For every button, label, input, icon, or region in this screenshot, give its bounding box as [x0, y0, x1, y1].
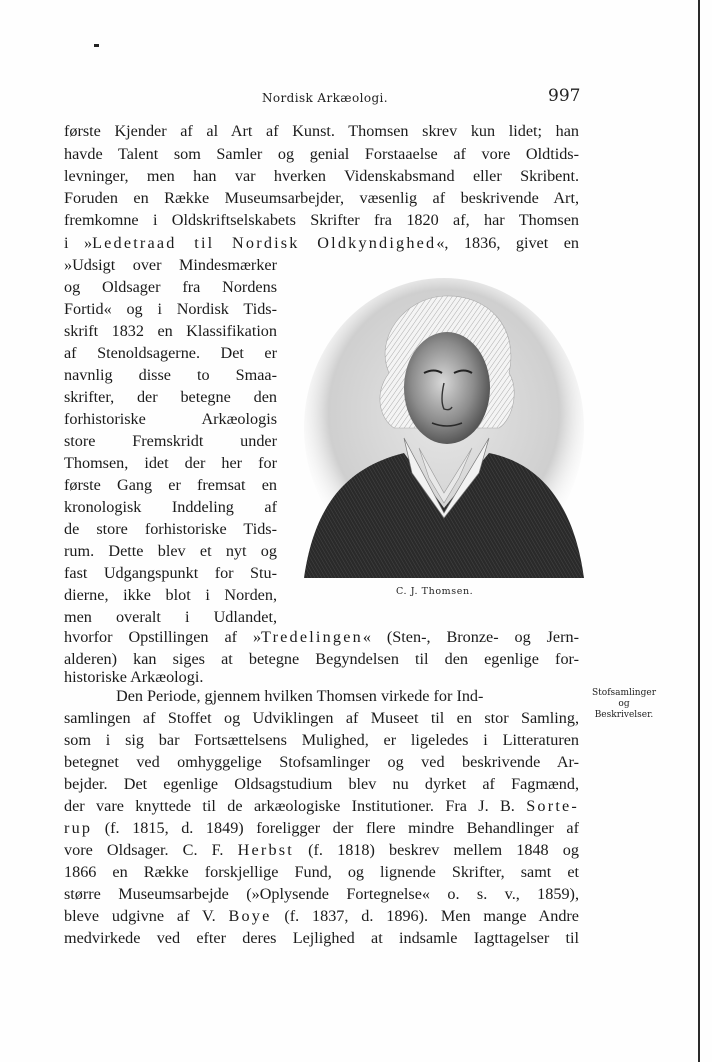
- text-line: »Udsigt over Mindesmærker: [64, 256, 277, 274]
- text-line: som i sig bar Fortsættelsens Mulighed, er ligeledes i Litteraturen: [64, 731, 579, 749]
- text-line: bejder. Det egenlige Oldsagstudium blev nu dyrket af Fagmænd,: [64, 775, 579, 793]
- text-line: kronologisk Inddeling af: [64, 498, 277, 516]
- spaced-name: Herbst: [237, 841, 294, 859]
- page-number: 997: [548, 86, 581, 106]
- page-edge-line: [698, 0, 700, 1062]
- portrait-engraving: [294, 278, 588, 582]
- text-line: Fortid« og i Nordisk Tids-: [64, 300, 277, 318]
- text-line: alderen) kan siges at betegne Begyndelsen til den egenlige for-: [64, 650, 579, 668]
- text-line: 1866 en Række forskjellige Fund, og lignende Skrifter, samt et: [64, 863, 579, 881]
- text-line: bleve udgivne af V. Boye (f. 1837, d. 1896). Men mange Andre: [64, 907, 579, 925]
- text-line: levninger, men han var hverken Videnskabsmand eller Skribent.: [64, 167, 579, 185]
- text-line: Den Periode, gjennem hvilken Thomsen virkede for Ind-: [116, 687, 484, 705]
- text-line: men overalt i Udlandet,: [64, 608, 277, 626]
- text-line: dierne, ikke blot i Norden,: [64, 586, 277, 604]
- text-line: Thomsen, idet der her for: [64, 454, 277, 472]
- text-line: fremkomne i Oldskriftselskabets Skrifter fra 1820 af, har Thomsen: [64, 211, 579, 229]
- text-line: første Gang er fremsat en: [64, 476, 277, 494]
- text-line: vore Oldsager. C. F. Herbst (f. 1818) beskrev mellem 1848 og: [64, 841, 579, 859]
- running-title: Nordisk Arkæologi.: [262, 91, 388, 105]
- portrait-face: [404, 332, 490, 444]
- text-line: forhistoriske Arkæologis: [64, 410, 277, 428]
- text-line: skrift 1832 en Klassifikation: [64, 322, 277, 340]
- text-line: og Oldsager fra Nordens: [64, 278, 277, 296]
- margin-note: Stofsamlinger og Beskrivelser.: [592, 688, 656, 720]
- text-line: første Kjender af al Art af Kunst. Thomsen skrev kun lidet; han: [64, 122, 579, 140]
- text-line: havde Talent som Samler og genial Forstaaelse af vore Oldtids-: [64, 145, 579, 163]
- text-line: hvorfor Opstillingen af »Tredelingen« (Sten-, Bronze- og Jern-: [64, 628, 579, 646]
- text-line: historiske Arkæologi.: [64, 668, 204, 686]
- text-line: Foruden en Række Museumsarbejder, væsenlig af beskrivende Art,: [64, 189, 579, 207]
- spaced-name: Sorte-: [526, 797, 579, 815]
- spaced-name: Boye: [228, 907, 272, 925]
- text-line: i »Ledetraad til Nordisk Oldkyndighed«, 1836, givet en: [64, 234, 579, 252]
- text-line: de store forhistoriske Tids-: [64, 520, 277, 538]
- text-line: rup (f. 1815, d. 1849) foreligger der flere mindre Behandlinger af: [64, 819, 579, 837]
- text-line: fast Udgangspunkt for Stu-: [64, 564, 277, 582]
- text-line: betegnet ved omhyggelige Stofsamlinger og ved beskrivende Ar-: [64, 753, 579, 771]
- text-line: der vare knyttede til de arkæologiske Institutioner. Fra J. B. Sorte-: [64, 797, 579, 815]
- spaced-name: rup: [64, 819, 93, 837]
- text-line: samlingen af Stoffet og Udviklingen af Museet til en stor Samling,: [64, 709, 579, 727]
- text-line: store Fremskridt under: [64, 432, 277, 450]
- figure-caption: C. J. Thomsen.: [396, 586, 474, 597]
- text-line: skrifter, der betegne den: [64, 388, 277, 406]
- spaced-title: Ledetraad til Nordisk Oldkyndighed: [92, 234, 437, 252]
- text-line: medvirkede ved efter deres Lejlighed at indsamle Iagttagelser til: [64, 929, 579, 947]
- text-line: navnlig disse to Smaa-: [64, 366, 277, 384]
- ink-mark: [94, 44, 99, 47]
- text-line: større Museumsarbejde (»Oplysende Fortegnelse« o. s. v., 1859),: [64, 885, 579, 903]
- text-line: af Stenoldsagerne. Det er: [64, 344, 277, 362]
- text-line: rum. Dette blev et nyt og: [64, 542, 277, 560]
- spaced-term: Tredelingen: [261, 628, 363, 646]
